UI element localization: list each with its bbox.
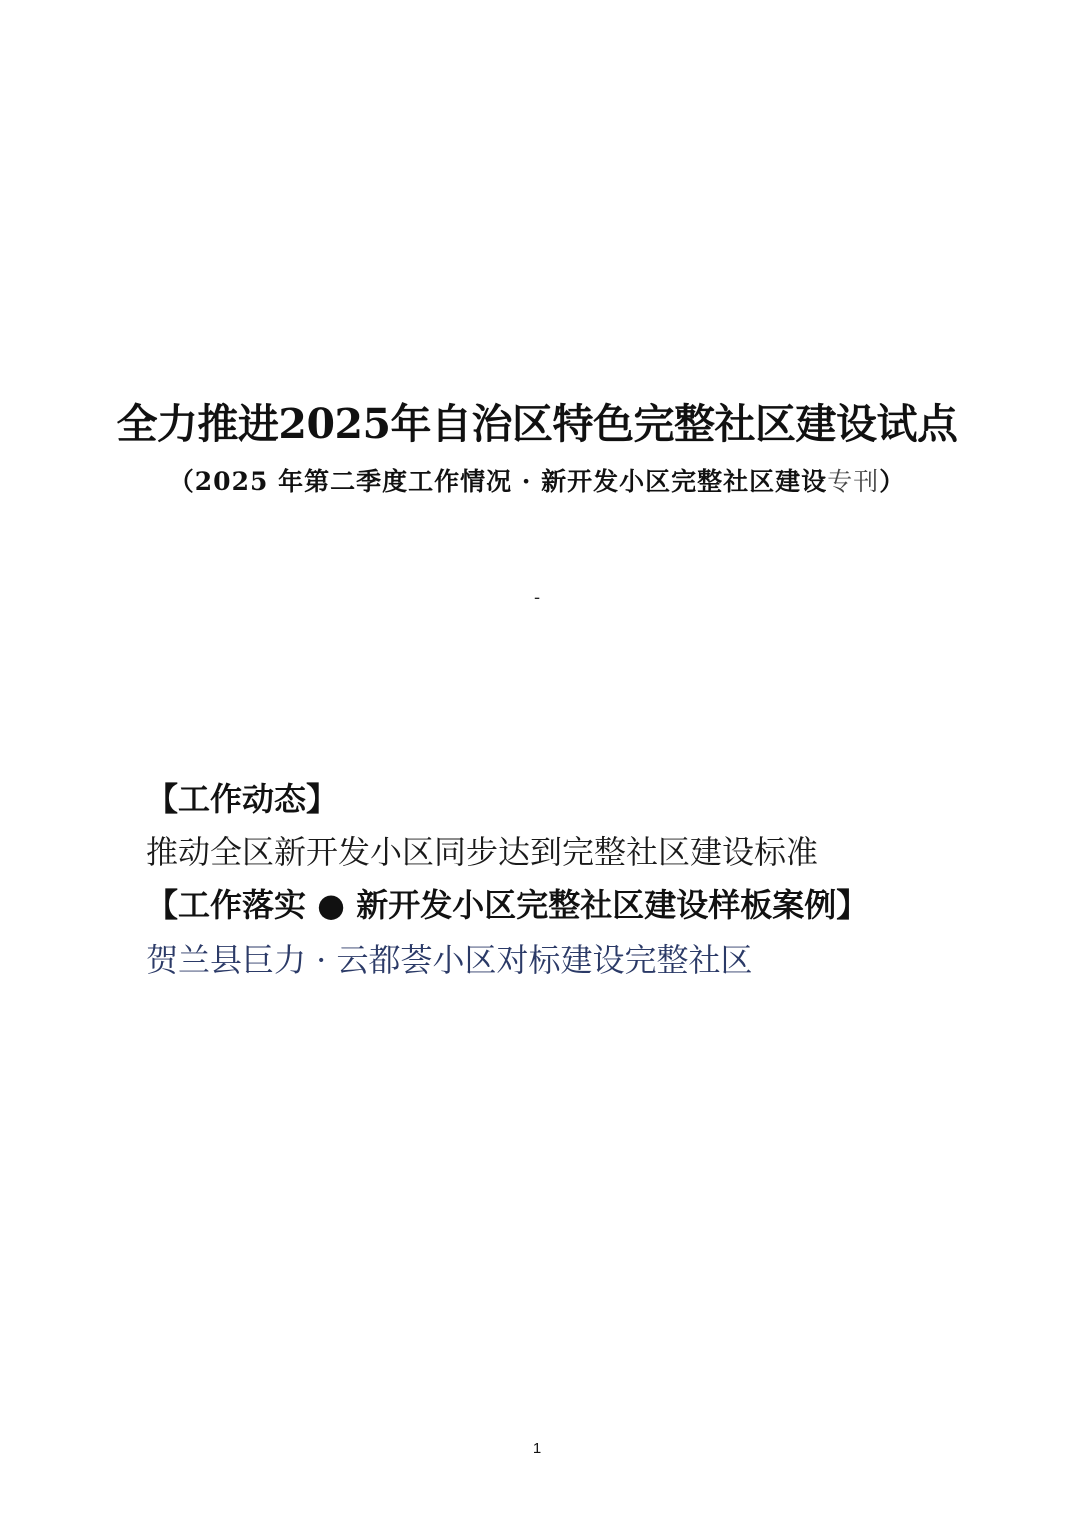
subtitle-main: （2025 年第二季度工作情况 · 新开发小区完整社区建设 xyxy=(168,467,828,496)
toc-item-work-dynamics[interactable]: 推动全区新开发小区同步达到完整社区建设标准 xyxy=(146,833,819,871)
section-heading-work-implementation: 【工作落实 ● 新开发小区完整社区建设样板案例】 xyxy=(146,886,869,924)
subtitle-tail: 专刊 xyxy=(827,467,880,496)
section-heading-work-dynamics: 【工作动态】 xyxy=(146,780,339,818)
divider-mark: - xyxy=(533,587,541,608)
document-title: 全力推进2025年自治区特色完整社区建设试点 xyxy=(116,400,958,448)
page-number: 1 xyxy=(532,1440,542,1457)
toc-item-case-study[interactable]: 贺兰县巨力 · 云都荟小区对标建设完整社区 xyxy=(146,941,753,979)
subtitle-close: ） xyxy=(879,467,906,496)
document-subtitle xyxy=(0,465,1074,499)
